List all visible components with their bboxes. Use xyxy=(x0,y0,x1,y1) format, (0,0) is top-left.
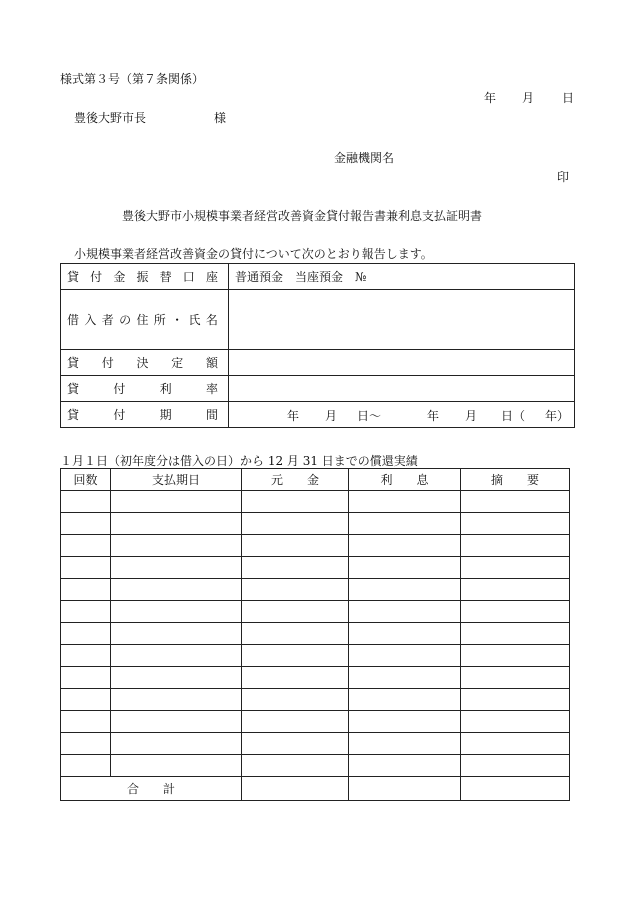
total-cell xyxy=(349,777,461,801)
table-cell xyxy=(61,733,111,755)
label-char: 期 xyxy=(159,408,172,422)
table-cell xyxy=(61,755,111,777)
table-row xyxy=(61,513,570,535)
label-char: 貸 xyxy=(67,270,80,284)
table-cell xyxy=(349,557,461,579)
label-char: 付 xyxy=(113,408,126,422)
repay-header-3: 利 息 xyxy=(349,469,461,491)
repayment-table xyxy=(60,468,570,801)
label-amount xyxy=(61,350,229,376)
table-cell xyxy=(61,645,111,667)
table-cell xyxy=(461,755,570,777)
table-cell xyxy=(349,645,461,667)
total-cell xyxy=(242,777,349,801)
addressee: 豊後大野市長 xyxy=(74,111,147,125)
label-char: 口 xyxy=(182,270,195,284)
table-row xyxy=(61,601,570,623)
period-m2: 月 xyxy=(465,409,478,423)
label-char: 振 xyxy=(136,270,149,284)
label-char: 間 xyxy=(205,408,218,422)
period-value xyxy=(229,402,575,428)
table-cell xyxy=(461,491,570,513)
table-row xyxy=(61,711,570,733)
table-cell xyxy=(111,601,242,623)
table-cell xyxy=(461,623,570,645)
table-row xyxy=(61,579,570,601)
account-value: 普通預金 当座預金 № xyxy=(229,264,575,290)
label-char: の xyxy=(119,313,132,327)
table-cell xyxy=(61,491,111,513)
label-char: 氏 xyxy=(188,313,201,327)
table-cell xyxy=(349,711,461,733)
table-cell xyxy=(111,689,242,711)
label-char: 決 xyxy=(136,356,149,370)
loan-info-table xyxy=(60,263,575,428)
table-row xyxy=(61,667,570,689)
table-cell xyxy=(242,689,349,711)
table-cell xyxy=(349,491,461,513)
label-borrower xyxy=(61,290,229,350)
table-cell xyxy=(61,601,111,623)
table-cell xyxy=(111,535,242,557)
table-cell xyxy=(61,535,111,557)
table-cell xyxy=(111,711,242,733)
repay-header-1: 支払期日 xyxy=(111,469,242,491)
table-cell xyxy=(111,579,242,601)
table-cell xyxy=(111,557,242,579)
label-char: 貸 xyxy=(67,408,80,422)
date-day: 日 xyxy=(562,91,575,105)
table-cell xyxy=(461,711,570,733)
label-account xyxy=(61,264,229,290)
table-cell xyxy=(242,491,349,513)
table-cell xyxy=(242,557,349,579)
table-cell xyxy=(111,513,242,535)
table-cell xyxy=(242,601,349,623)
table-cell xyxy=(61,557,111,579)
period-m1: 月 xyxy=(325,409,338,423)
label-char: 付 xyxy=(113,382,126,396)
seal-mark: 印 xyxy=(557,170,570,184)
label-char: 貸 xyxy=(67,382,80,396)
label-char: 名 xyxy=(205,313,218,327)
borrower-value xyxy=(229,290,575,350)
table-cell xyxy=(242,579,349,601)
date-year: 年 xyxy=(484,91,497,105)
period-years: 年） xyxy=(545,409,570,423)
table-cell xyxy=(242,733,349,755)
table-cell xyxy=(61,689,111,711)
label-char: 付 xyxy=(101,356,114,370)
table-cell xyxy=(242,535,349,557)
table-row xyxy=(61,689,570,711)
label-period xyxy=(61,402,229,428)
table-cell xyxy=(111,645,242,667)
table-cell xyxy=(61,513,111,535)
table-cell xyxy=(461,535,570,557)
table-cell xyxy=(349,579,461,601)
table-cell xyxy=(461,667,570,689)
table-cell xyxy=(461,513,570,535)
label-char: 金 xyxy=(113,270,126,284)
table-cell xyxy=(461,733,570,755)
repay-header-4: 摘 要 xyxy=(461,469,570,491)
table-cell xyxy=(61,711,111,733)
table-cell xyxy=(61,667,111,689)
table-cell xyxy=(349,689,461,711)
label-char: 利 xyxy=(159,382,172,396)
period-d2: 日（ xyxy=(501,409,526,423)
table-cell xyxy=(111,733,242,755)
table-cell xyxy=(349,513,461,535)
table-cell xyxy=(242,667,349,689)
label-char: 所 xyxy=(153,313,166,327)
label-char: 定 xyxy=(171,356,184,370)
table-cell xyxy=(349,535,461,557)
label-char: 借 xyxy=(67,313,80,327)
table-cell xyxy=(242,513,349,535)
table-cell xyxy=(61,623,111,645)
repay-header-0: 回数 xyxy=(61,469,111,491)
label-char: 付 xyxy=(90,270,103,284)
table-cell xyxy=(461,579,570,601)
table-cell xyxy=(461,601,570,623)
total-row xyxy=(61,777,570,801)
table-row xyxy=(61,645,570,667)
label-char: 入 xyxy=(84,313,97,327)
total-cell xyxy=(461,777,570,801)
label-char: 率 xyxy=(205,382,218,396)
label-char: 替 xyxy=(159,270,172,284)
table-cell xyxy=(349,667,461,689)
table-cell xyxy=(61,579,111,601)
table-cell xyxy=(111,491,242,513)
table-cell xyxy=(242,711,349,733)
form-number: 様式第３号（第７条関係） xyxy=(60,72,205,86)
table-row xyxy=(61,755,570,777)
table-cell xyxy=(349,623,461,645)
table-row xyxy=(61,623,570,645)
table-row xyxy=(61,491,570,513)
table-row xyxy=(61,557,570,579)
label-rate xyxy=(61,376,229,402)
label-char: 住 xyxy=(136,313,149,327)
document-title: 豊後大野市小規模事業者経営改善資金貸付報告書兼利息支払証明書 xyxy=(122,209,483,223)
bank-name-label: 金融機関名 xyxy=(334,151,395,165)
table-cell xyxy=(111,755,242,777)
table-cell xyxy=(461,689,570,711)
table-cell xyxy=(242,623,349,645)
amount-value xyxy=(229,350,575,376)
period-d1: 日～ xyxy=(357,409,382,423)
table-cell xyxy=(461,645,570,667)
period-y2: 年 xyxy=(427,409,440,423)
table-cell xyxy=(111,623,242,645)
date-month: 月 xyxy=(522,91,535,105)
period-y1: 年 xyxy=(287,409,300,423)
repay-header-2: 元 金 xyxy=(242,469,349,491)
table-cell xyxy=(111,667,242,689)
label-char: 貸 xyxy=(67,356,80,370)
table-cell xyxy=(349,601,461,623)
table-cell xyxy=(242,755,349,777)
table-row xyxy=(61,733,570,755)
honorific: 様 xyxy=(214,111,227,125)
table-row xyxy=(61,535,570,557)
table-cell xyxy=(349,755,461,777)
table-cell xyxy=(242,645,349,667)
table-cell xyxy=(461,557,570,579)
total-label: 合 計 xyxy=(61,777,242,801)
label-char: ・ xyxy=(171,313,184,327)
table-cell xyxy=(349,733,461,755)
repayment-caption: １月１日（初年度分は借入の日）から 12 月 31 日までの償還実績 xyxy=(60,454,418,468)
label-char: 額 xyxy=(205,356,218,370)
intro-text: 小規模事業者経営改善資金の貸付について次のとおり報告します。 xyxy=(74,247,433,261)
label-char: 座 xyxy=(205,270,218,284)
rate-value xyxy=(229,376,575,402)
label-char: 者 xyxy=(101,313,114,327)
